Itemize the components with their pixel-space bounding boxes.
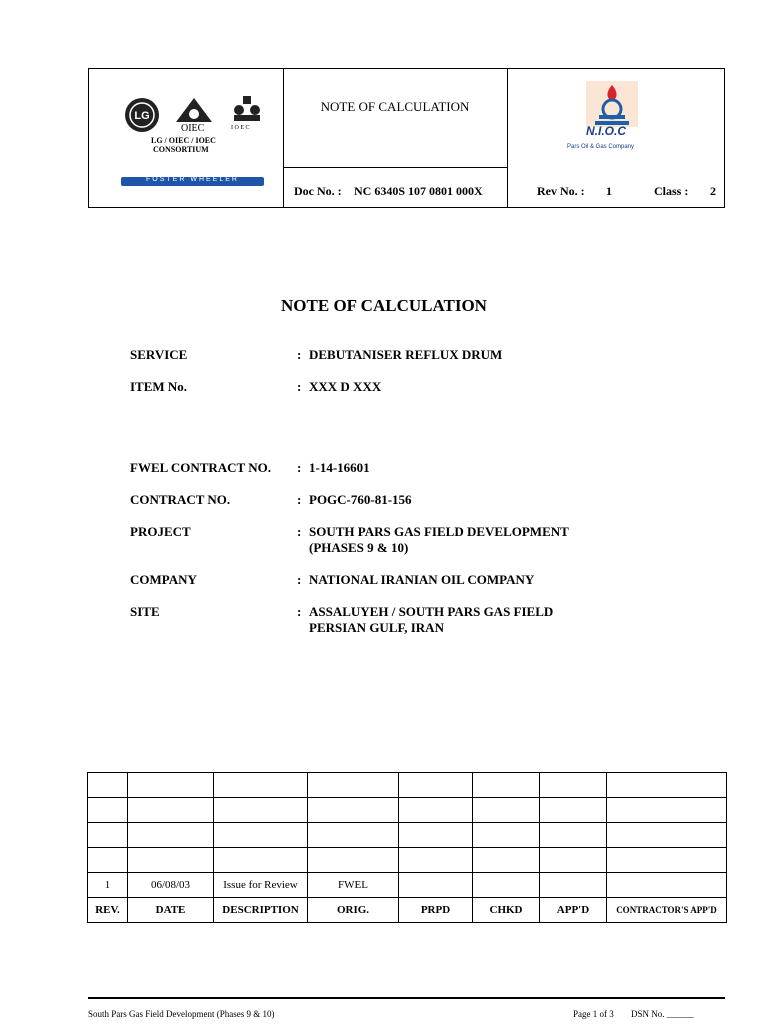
info-colon: : bbox=[297, 347, 302, 362]
foster-wheeler-text: FOSTER WHEELER bbox=[146, 176, 239, 183]
table-cell bbox=[399, 873, 473, 898]
table-cell bbox=[473, 848, 540, 873]
oiec-logo-icon bbox=[175, 97, 213, 123]
table-cell bbox=[88, 848, 128, 873]
nioc-logo-icon bbox=[583, 79, 641, 129]
info-label: PROJECT bbox=[130, 524, 191, 539]
header-divider-mid bbox=[283, 167, 507, 168]
table-header-cell: DATE bbox=[128, 898, 214, 923]
footer-page-number: Page 1 of 3 bbox=[573, 1009, 614, 1019]
info-label: COMPANY bbox=[130, 572, 197, 587]
table-row bbox=[88, 773, 727, 798]
table-cell bbox=[540, 823, 607, 848]
table-header-cell: CONTRACTOR'S APP'D bbox=[607, 898, 727, 923]
svg-text:LG: LG bbox=[134, 110, 150, 122]
table-cell bbox=[128, 798, 214, 823]
table-cell: Issue for Review bbox=[214, 873, 308, 898]
table-cell bbox=[399, 798, 473, 823]
table-cell bbox=[540, 873, 607, 898]
doc-no-label: Doc No. : bbox=[294, 184, 342, 198]
table-cell bbox=[399, 773, 473, 798]
info-value: SOUTH PARS GAS FIELD DEVELOPMENT bbox=[309, 524, 569, 539]
table-cell bbox=[88, 798, 128, 823]
table-header-cell: CHKD bbox=[473, 898, 540, 923]
table-cell: 1 bbox=[88, 873, 128, 898]
table-cell bbox=[128, 823, 214, 848]
header-divider-left bbox=[283, 69, 284, 207]
class-label: Class : bbox=[654, 184, 689, 198]
header-divider-right bbox=[507, 69, 508, 207]
consortium-subtitle: CONSORTIUM bbox=[153, 145, 209, 154]
info-value: ASSALUYEH / SOUTH PARS GAS FIELD bbox=[309, 604, 554, 619]
nioc-name: N.I.O.C bbox=[586, 124, 627, 138]
info-colon: : bbox=[297, 460, 302, 475]
table-cell bbox=[607, 773, 727, 798]
table-cell bbox=[308, 798, 399, 823]
lg-logo-icon bbox=[123, 97, 161, 133]
info-value: 1-14-16601 bbox=[309, 460, 370, 475]
footer-divider bbox=[88, 997, 725, 999]
table-cell bbox=[88, 823, 128, 848]
info-label: SERVICE bbox=[130, 347, 188, 362]
table-cell: 06/08/03 bbox=[128, 873, 214, 898]
table-header-cell: ORIG. bbox=[308, 898, 399, 923]
table-row bbox=[88, 848, 727, 873]
table-header-cell: DESCRIPTION bbox=[214, 898, 308, 923]
doc-no-value: NC 6340S 107 0801 000X bbox=[354, 184, 483, 198]
ioec-logo-icon bbox=[231, 95, 263, 123]
table-cell bbox=[128, 773, 214, 798]
info-value-line2: (PHASES 9 & 10) bbox=[309, 540, 409, 555]
info-label: ITEM No. bbox=[130, 379, 188, 394]
table-header-cell: APP'D bbox=[540, 898, 607, 923]
info-value: POGC-760-81-156 bbox=[309, 492, 412, 507]
rev-no-value: 1 bbox=[606, 184, 612, 198]
table-cell bbox=[607, 848, 727, 873]
rev-no-label: Rev No. : bbox=[537, 184, 585, 198]
info-value: XXX D XXX bbox=[309, 379, 382, 394]
document-header-box bbox=[88, 68, 725, 208]
table-cell bbox=[473, 823, 540, 848]
info-value: NATIONAL IRANIAN OIL COMPANY bbox=[309, 572, 535, 587]
info-value-line2: PERSIAN GULF, IRAN bbox=[309, 620, 444, 635]
info-colon: : bbox=[297, 524, 302, 539]
table-cell bbox=[214, 848, 308, 873]
ioec-label: I O E C bbox=[231, 125, 250, 131]
table-cell bbox=[214, 798, 308, 823]
table-cell bbox=[607, 798, 727, 823]
table-header-cell: REV. bbox=[88, 898, 128, 923]
info-label: SITE bbox=[130, 604, 160, 619]
table-cell bbox=[308, 823, 399, 848]
info-colon: : bbox=[297, 379, 302, 394]
info-colon: : bbox=[297, 492, 302, 507]
table-cell: FWEL bbox=[308, 873, 399, 898]
footer-dsn-number: DSN No. ______ bbox=[631, 1009, 694, 1019]
table-cell bbox=[399, 823, 473, 848]
info-label: CONTRACT NO. bbox=[130, 492, 231, 507]
table-cell bbox=[607, 873, 727, 898]
table-cell bbox=[214, 773, 308, 798]
table-row bbox=[88, 798, 727, 823]
main-title: NOTE OF CALCULATION bbox=[281, 296, 487, 315]
nioc-subtitle: Pars Oil & Gas Company bbox=[567, 144, 635, 150]
table-cell bbox=[607, 823, 727, 848]
revision-table bbox=[87, 772, 727, 923]
table-cell bbox=[214, 823, 308, 848]
table-cell bbox=[308, 848, 399, 873]
table-cell bbox=[88, 773, 128, 798]
consortium-name: LG / OIEC / IOEC bbox=[151, 136, 216, 145]
table-cell bbox=[473, 773, 540, 798]
table-cell bbox=[540, 848, 607, 873]
table-cell bbox=[128, 848, 214, 873]
info-colon: : bbox=[297, 604, 302, 619]
table-row bbox=[88, 823, 727, 848]
header-title: NOTE OF CALCULATION bbox=[320, 99, 470, 114]
table-header-row bbox=[88, 898, 727, 923]
oiec-label: OIEC bbox=[181, 123, 205, 134]
footer-project: South Pars Gas Field Development (Phases 9 & 10) bbox=[88, 1009, 275, 1019]
table-cell bbox=[540, 798, 607, 823]
table-cell bbox=[473, 873, 540, 898]
class-value: 2 bbox=[710, 184, 716, 198]
foster-wheeler-logo bbox=[121, 177, 264, 186]
table-header-cell: PRPD bbox=[399, 898, 473, 923]
info-label: FWEL CONTRACT NO. bbox=[130, 460, 271, 475]
table-cell bbox=[540, 773, 607, 798]
table-cell bbox=[473, 798, 540, 823]
table-cell bbox=[308, 773, 399, 798]
info-colon: : bbox=[297, 572, 302, 587]
table-row bbox=[88, 873, 727, 898]
table-cell bbox=[399, 848, 473, 873]
info-value: DEBUTANISER REFLUX DRUM bbox=[309, 347, 503, 362]
